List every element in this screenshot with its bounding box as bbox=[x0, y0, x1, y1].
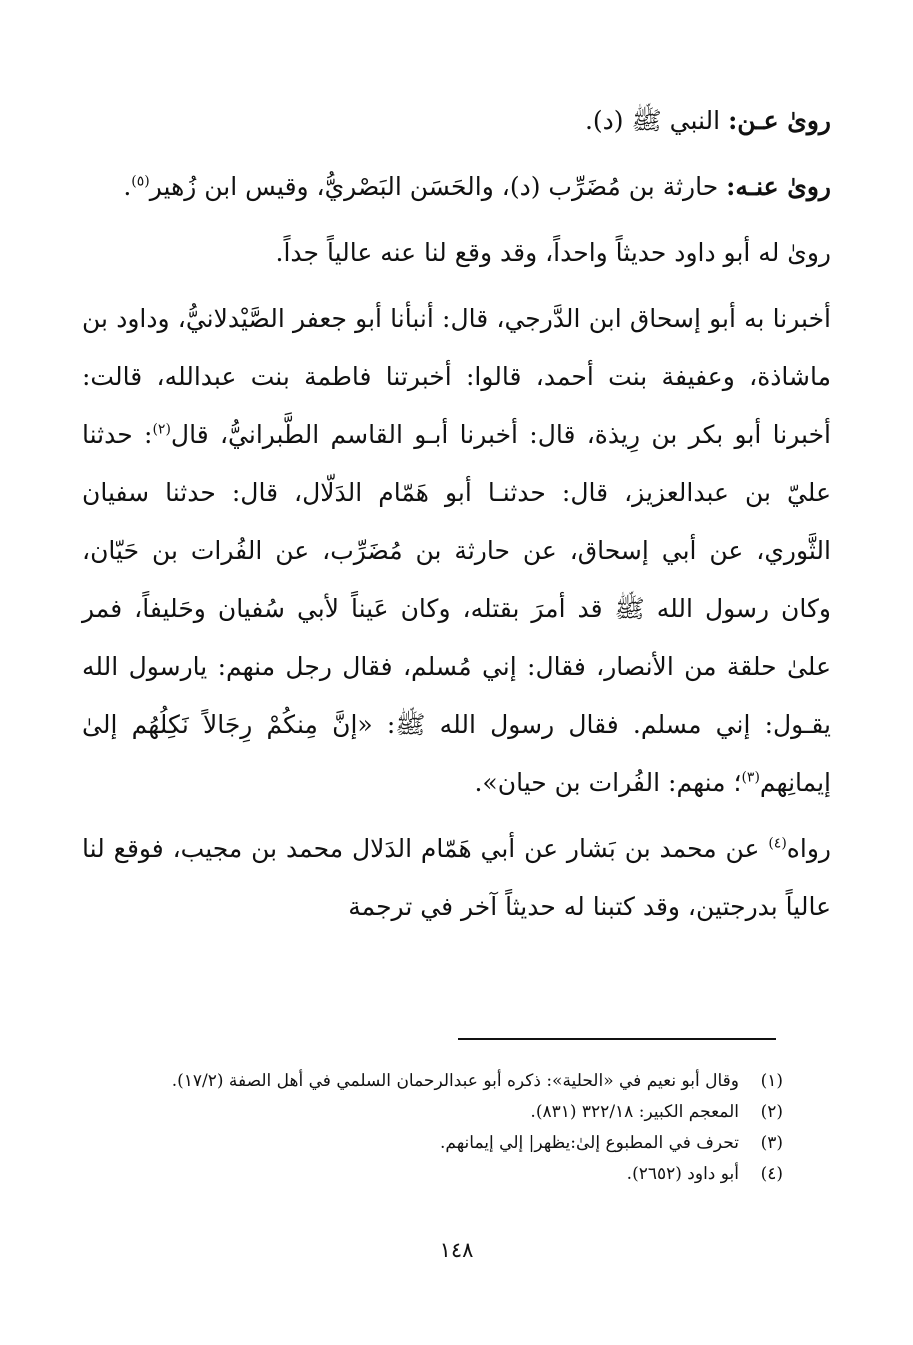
footnote-number: (٢) bbox=[760, 1102, 783, 1122]
paragraph-narration bbox=[82, 820, 831, 936]
main-text bbox=[82, 92, 831, 936]
label-narrated-by: روىٰ عنـه: bbox=[726, 172, 831, 201]
footnote-2 bbox=[82, 1097, 783, 1128]
hadith-chain-part-b: : حدثنا عليّ بن عبدالعزيز، قال: حدثنـا أبو هَمّام الدَلّال، قال: حدثنا سفيان الثَّوري، عن أبي إسحاق، عن حارثة بن مُضَرِّب، عن الفُرات بن حَيّان، وكان رسول الله ﷺ قد أمرَ بقتله، وكان عَيناً لأبي سُفيان وحَليفاً، فمر علىٰ حلقة من الأنصار، فقال: إني مُسلم، فقال رجل منهم: يارسول الله يقـول: إني مسلم. فقال رسول الله ﷺ: «إنَّ مِنكُمْ رِجَالاً نَكِلُهُم إلىٰ إيمانِهم bbox=[82, 420, 831, 797]
label-narrated-from: روىٰ عـن: bbox=[728, 106, 831, 135]
footnotes bbox=[82, 1066, 783, 1190]
text-narrated-from: النبي ﷺ (د). bbox=[584, 106, 729, 135]
footnote-number: (٤) bbox=[760, 1164, 783, 1184]
footnote-ref-5: (٥) bbox=[131, 173, 150, 190]
footnote-3 bbox=[82, 1128, 783, 1159]
paragraph-abu-dawud: روىٰ له أبو داود حديثاً واحداً، وقد وقع لنا عنه عالياً جداً. bbox=[275, 238, 831, 267]
footnote-number: (٣) bbox=[760, 1133, 783, 1153]
footnote-4 bbox=[82, 1159, 783, 1190]
footnote-ref-2: (٢) bbox=[152, 421, 171, 438]
paragraph-narrated-by bbox=[82, 158, 831, 216]
text-narrated-by: حارثة بن مُضَرِّب (د)، والحَسَن البَصْريُّ، وقيس ابن زُهير bbox=[149, 172, 727, 201]
footnote-text: وقال أبو نعيم في «الحلية»: ذكره أبو عبدالرحمان السلمي في أهل الصفة (١٧/٢). bbox=[171, 1071, 739, 1091]
footnote-text: المعجم الكبير: ٣٢٢/١٨ (٨٣١). bbox=[530, 1102, 739, 1122]
page-number: ١٤٨ bbox=[439, 1238, 474, 1262]
footnote-1 bbox=[82, 1066, 783, 1097]
paragraph-narrated-from bbox=[82, 92, 831, 150]
footnote-divider bbox=[458, 1038, 776, 1040]
narration-part-a: رواه bbox=[786, 834, 831, 863]
footnote-text: تحرف في المطبوع إلىٰ:يظهر| إلي إيمانهم. bbox=[440, 1133, 739, 1153]
footnote-number: (١) bbox=[760, 1071, 783, 1091]
footnote-text: أبو داود (٢٦٥٢). bbox=[626, 1164, 739, 1184]
hadith-chain-part-c: ؛ منهم: الفُرات بن حيان». bbox=[474, 768, 742, 797]
footnote-ref-3: (٣) bbox=[741, 769, 760, 786]
footnote-ref-4: (٤) bbox=[768, 835, 787, 852]
paragraph-hadith-chain bbox=[82, 290, 831, 812]
hadith-chain-part-a: أخبرنا به أبو إسحاق ابن الدَّرجي، قال: أنبأنا أبو جعفر الصَّيْدلانيُّ، وداود بن ماشاذة، وعفيفة بنت أحمد، قالوا: أخبرتنا فاطمة بنت عبدالله، قالت: أخبرنا أبو بكر بن رِيذة، قال: أخبرنا أبـو القاسم الطَّبرانيُّ، قال bbox=[82, 304, 831, 449]
narration-part-b: عن محمد بن بَشار عن أبي هَمّام الدَلال محمد بن مجيب، فوقع لنا عالياً بدرجتين، وقد كتبنا له حديثاً آخر في ترجمة bbox=[82, 834, 831, 921]
text-narrated-by-end: . bbox=[123, 172, 132, 201]
